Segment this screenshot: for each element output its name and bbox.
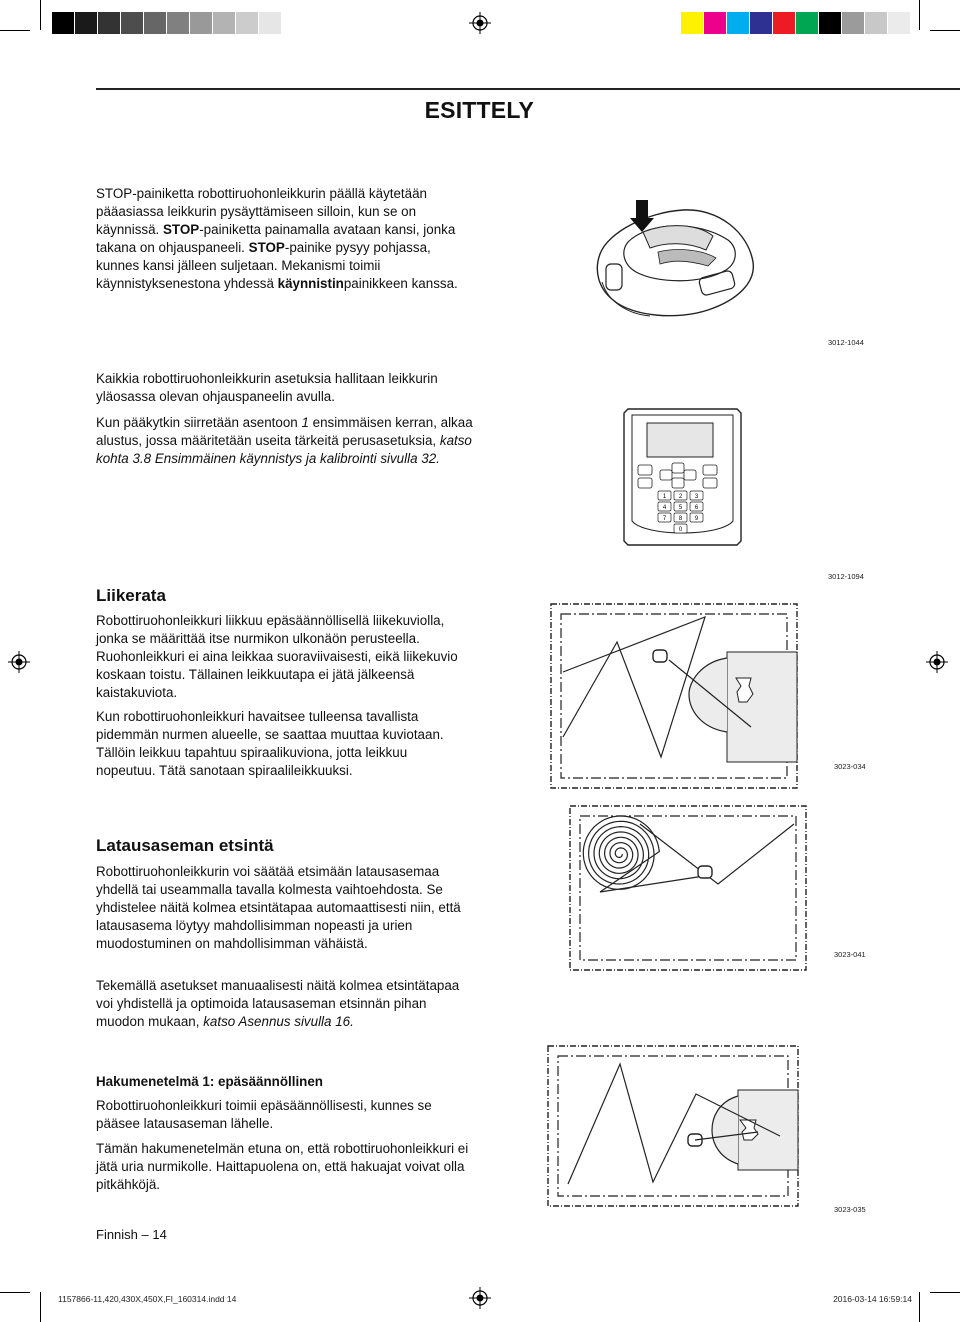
color-swatch [865,12,887,34]
page-number-label: Finnish – 14 [96,1227,167,1242]
hakumenetelma-paragraph-1: Robottiruohonleikkuri toimii epäsäännöllisesti, kunnes se pääsee latausaseman lähelle. [96,1098,432,1131]
registration-mark-icon [8,651,30,673]
figure-code-random: 3023-035 [834,1205,866,1214]
color-swatch [842,12,864,34]
spiral-pattern-diagram [570,804,820,974]
trim-mark [930,1292,960,1293]
registration-mark-icon [469,1287,491,1309]
section-title-latausaseman-etsinta: Latausaseman etsintä [96,836,274,855]
keypad-key-label: 7 [662,516,667,522]
trim-mark [40,0,41,30]
keypad-key-label: 0 [678,527,683,533]
liikerata-paragraph-1: Robottiruohonleikkuri liikkuu epäsäännöllisellä liikekuviolla, jonka se määrittää itse nurmikon ulkonäön perusteella. Ruohonleikkuri ei aina leikkaa suoraviivaisesti, eikä liikekuvio koskaan toistu. Tällainen leikkuutapa ei jätä jälkeensä kaistakuviota. [96,613,458,700]
trim-mark [0,1292,30,1293]
grayscale-swatch [213,12,235,34]
grayscale-swatch [75,12,97,34]
grayscale-swatch [259,12,281,34]
keypad-key-label: 6 [694,505,699,511]
slug-date-info: 2016-03-14 16:59:14 [833,1294,912,1304]
grayscale-swatch [190,12,212,34]
keypad-key-label: 1 [662,494,667,500]
header-rule [96,88,960,90]
grayscale-swatch [167,12,189,34]
registration-mark-icon [469,12,491,34]
color-swatch [888,12,910,34]
intro-paragraph-stop: STOP-painiketta robottiruohonleikkurin päällä käytetään pääasiassa leikkurin pysäyttämiseen silloin, kun se on käynnissä. STOP-painiketta painamalla avataan kansi, jonka takana on ohjauspaneeli. STOP-painike pysyy pohjassa, kunnes kansi jälleen suljetaan. Mekanismi toimii käynnistyksenestona yhdessä käynnistinpainikkeen kanssa. [96,186,458,291]
color-swatch [681,12,703,34]
keypad-key-label: 2 [678,494,683,500]
latausaseman-paragraph-2: Tekemällä asetukset manuaalisesti näitä kolmea etsintätapaa voi yhdistellä ja optimoida latausaseman etsinnän pihan muodon mukaan, katso Asennus sivulla 16. [96,978,460,1029]
page-title: ESITTELY [424,97,534,123]
movement-pattern-diagram [551,602,799,790]
grayscale-swatch [98,12,120,34]
random-search-diagram [548,1044,800,1208]
latausaseman-paragraph-1: Robottiruohonleikkurin voi säätää etsimään latausasemaa yhdellä tai useammalla tavalla kolmesta vaihtoehdosta. Se yhdistelee näitä kolmea etsintätapaa automaattisesti niin, että latausasema löytyy mahdollisimman nopeasti ja urien muodostuminen on mahdollisimman vähäistä. [96,864,461,951]
trim-mark [0,30,30,31]
grayscale-swatch [236,12,258,34]
figure-code-mower: 3012-1044 [828,338,864,347]
trim-mark [930,30,960,31]
figure-code-movement: 3023-034 [834,762,866,771]
robot-mower-illustration [588,192,763,332]
control-panel-illustration [620,403,745,551]
registration-mark-icon [926,651,948,673]
color-swatch [704,12,726,34]
grayscale-swatch [52,12,74,34]
keypad-key-label: 9 [694,516,699,522]
hakumenetelma-paragraph-2: Tämän hakumenetelmän etuna on, että robottiruohonleikkuri ei jätä uria nurmikolle. Haittapuolena on, että hakuajat voivat olla pitkähköjä. [96,1141,469,1192]
keypad-key-label: 3 [694,494,699,500]
color-swatch [727,12,749,34]
color-swatch [773,12,795,34]
slug-file-info: 1157866-11,420,430X,450X,FI_160314.indd 14 [58,1294,237,1304]
grayscale-swatch [144,12,166,34]
grayscale-swatch [121,12,143,34]
keypad-key-label: 4 [662,505,667,511]
keypad-key-label: 5 [678,505,683,511]
trim-mark [919,0,920,30]
color-swatch [819,12,841,34]
color-swatch [750,12,772,34]
section-title-hakumenetelma-1: Hakumenetelmä 1: epäsäännöllinen [96,1074,323,1089]
color-swatch [796,12,818,34]
intro-paragraph-settings: Kaikkia robottiruohonleikkurin asetuksia hallitaan leikkurin yläosassa olevan ohjauspaneelin avulla. [96,371,438,404]
intro-paragraph-first-start: Kun pääkytkin siirretään asentoon 1 ensimmäisen kerran, alkaa alustus, jossa määritetään useita tärkeitä perusasetuksia, katso kohta 3.8 Ensimmäinen käynnistys ja kalibrointi sivulla 32. [96,415,473,466]
keypad-key-label: 8 [678,516,683,522]
figure-code-spiral: 3023-041 [834,950,866,959]
section-title-liikerata: Liikerata [96,586,166,605]
trim-mark [40,1292,41,1322]
figure-code-panel: 3012-1094 [828,572,864,581]
liikerata-paragraph-2: Kun robottiruohonleikkuri havaitsee tulleensa tavallista pidemmän nurmen alueelle, se saattaa muuttaa kuviotaan. Tällöin leikkuu tapahtuu spiraalikuviona, jotta leikkuu nopeutuu. Tätä sanotaan spiraalileikkuuksi. [96,709,444,778]
trim-mark [919,1292,920,1322]
